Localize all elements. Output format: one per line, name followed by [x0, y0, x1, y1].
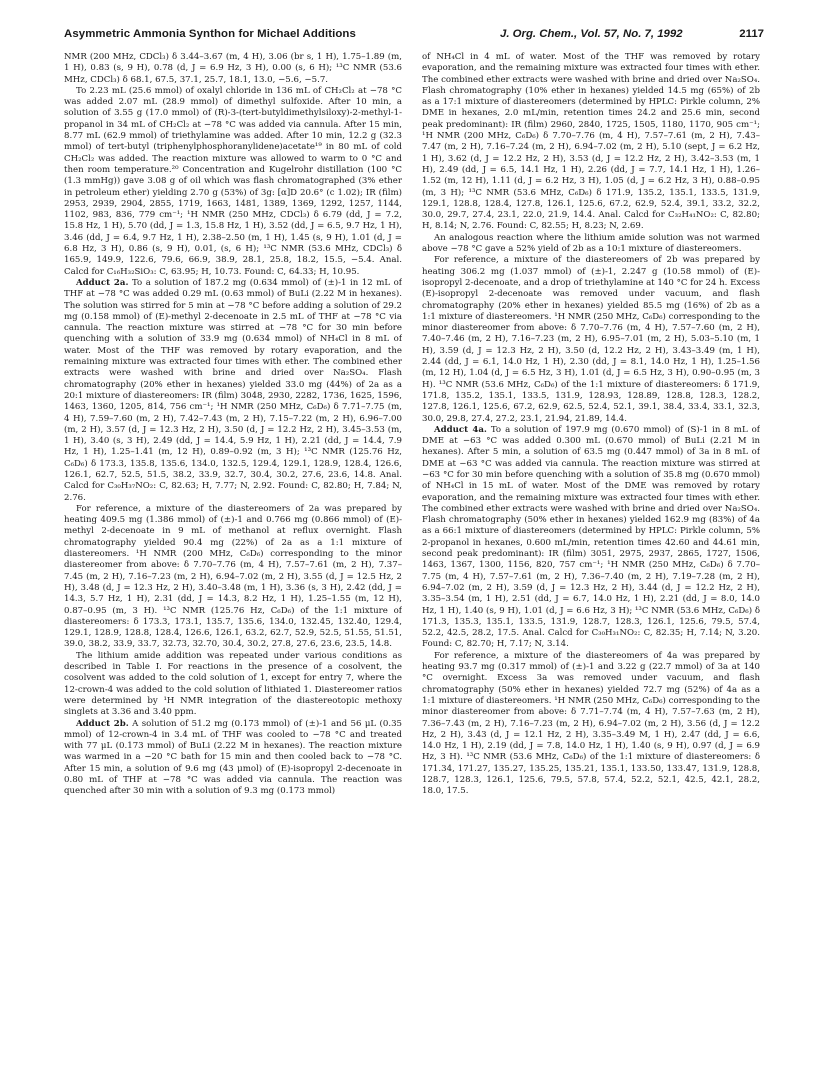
running-title: Asymmetric Ammonia Synthon for Michael Additions — [64, 28, 356, 40]
paragraph: To 2.23 mL (25.6 mmol) of oxalyl chloride in 136 mL of CH₂Cl₂ at −78 °C was added 2.07 mL (28.9 mmol) of dimethyl sulfoxide. After 10 min, a solution of 3.55 g (17.0 mmol) of (R)-3-(tert-butyldimethylsiloxy)-2-methyl-1-propanol in 34 mL of CH₂Cl₂ at −78 °C was added via cannula. After 15 min, 8.77 mL (62.9 mmol) of triethylamine was added. After 10 min, 12.2 g (32.3 mmol) of tert-butyl (triphenylphosphoranylidene)acetate¹⁹ in 80 mL of cold CH₂Cl₂ was added. The reaction mixture was allowed to warm to 0 °C and then room temperature.²⁰ Concentration and Kugelrohr distillation (100 °C (1.3 mmHg)) gave 3.08 g of oil which was flash chromatographed (3% ether in petroleum ether) yielding 2.70 g (53%) of 3g: [α]D 20.6° (c 1.02); IR (film) 2953, 2939, 2904, 2855, 1719, 1663, 1481, 1389, 1369, 1292, 1257, 1144, 1102, 983, 836, 779 cm⁻¹; ¹H NMR (250 MHz, CDCl₃) δ 6.79 (dd, J = 7.2, 15.8 Hz, 1 H), 5.70 (dd, J = 1.3, 15.8 Hz, 1 H), 3.52 (dd, J = 6.5, 9.7 Hz, 1 H), 3.46 (dd, J = 6.4, 9.7 Hz, 1 H), 2.38–2.50 (m, 1 H), 1.45 (s, 9 H), 1.01 (d, J = 6.8 Hz, 3 H), 0.86 (s, 9 H), 0.01, (s, 6 H); ¹³C NMR (53.6 MHz, CDCl₃) δ 165.9, 149.9, 122.6, 79.6, 66.9, 38.9, 28.1, 25.8, 18.2, 15.5, −5.4. Anal. Calcd for C₁₆H₃₂SiO₃: C, 63.95; H, 10.73. Found: C, 64.33; H, 10.95. — [64, 85, 402, 277]
page-header — [64, 28, 764, 44]
paragraph: For reference, a mixture of the diastereomers of 4a was prepared by heating 93.7 mg (0.317 mmol) of (±)-1 and 3.22 g (22.7 mmol) of 3a at 140 °C overnight. Excess 3a was removed under vacuum, and flash chromatography (50% ether in hexanes) yielded 72.7 mg (52%) of 4a as a 1:1 mixture of diastereomers. ¹H NMR (250 MHz, C₆D₆) corresponding to the minor diastereomer from above: δ 7.71–7.74 (m, 4 H), 7.57–7.63 (m, 2 H), 7.36–7.43 (m, 2 H), 7.16–7.23 (m, 2 H), 6.94–7.02 (m, 2 H), 3.56 (d, J = 12.2 Hz, 2 H), 3.43 (d, J = 12.1 Hz, 2 H), 3.35–3.49 M, 1 H), 2.47 (dd, J = 6.6, 14.0 Hz, 1 H), 2.19 (dd, J = 7.8, 14.0 Hz, 1 H), 1.40 (s, 9 H), 0.97 (d, J = 6.9 Hz, 3 H). ¹³C NMR (53.6 MHz, C₆D₆) of the 1:1 mixture of diastereomers: δ 171.34, 171.27, 135.27, 135.25, 135.21, 135.1, 133.50, 133.47, 131.9, 128.8, 128.7, 128.3, 126.1, 125.6, 79.5, 57.8, 57.4, 52.2, 52.1, 42.5, 42.1, 28.2, 18.0, 17.5. — [422, 650, 760, 797]
section-lead: Adduct 2a. — [76, 277, 129, 288]
section-lead: Adduct 4a. — [434, 424, 487, 435]
paragraph: For reference, a mixture of the diastereomers of 2b was prepared by heating 306.2 mg (1.037 mmol) of (±)-1, 2.247 g (10.58 mmol) of (E)-isopropyl 2-decenoate, and a drop of triethylamine at 140 °C for 24 h. Excess (E)-isopropyl 2-decenoate was removed under vacuum, and flash chromatography (20% ether in hexanes) yielded 85.5 mg (16%) of 2b as a 1:1 mixture of diastereomers. ¹H NMR (250 MHz, C₆D₆) corresponding to the minor diastereomer from above: δ 7.70–7.76 (m, 4 H), 7.57–7.60 (m, 2 H), 7.40–7.46 (m, 2 H), 7.16–7.23 (m, 2 H), 6.95–7.01 (m, 2 H), 5.03–5.10 (m, 1 H), 3.59 (d, J = 12.3 Hz, 2 H), 3.50 (d, 12.2 Hz, 2 H), 3.43–3.49 (m, 1 H), 2.44 (dd, J = 6.1, 14.0 Hz, 1 H), 2.30 (dd, J = 8.1, 14.0 Hz, 1 H), 1.25–1.56 (m, 12 H), 1.04 (d, J = 6.5 Hz, 3 H), 1.01 (d, J = 6.5 Hz, 3 H), 0.90–0.95 (m, 3 H). ¹³C NMR (53.6 MHz, C₆D₆) of the 1:1 mixture of diastereomers: δ 171.9, 171.8, 135.2, 135.1, 133.5, 131.9, 128.93, 128.89, 128.8, 128.3, 128.2, 127.8, 126.1, 125.6, 67.2, 62.9, 62.5, 52.4, 52.1, 39.1, 38.4, 33.4, 33.1, 32.3, 30.0, 29.8, 27.4, 27.2, 23.1, 21.94, 21.89, 14.4. — [422, 255, 760, 424]
paragraph: of NH₄Cl in 4 mL of water. Most of the THF was removed by rotary evaporation, and the remaining mixture was extracted four times with ether. The combined ether extracts were washed with brine and dried over Na₂SO₄. Flash chromatography (10% ether in hexanes) yielded 14.5 mg (65%) of 2b as a 17:1 mixture of diastereomers (determined by HPLC: Pirkle column, 2% DME in hexanes, 2.0 mL/min, retention times 24.2 and 25.6 min, second peak predominant): IR (film) 2960, 2840, 1725, 1505, 1180, 1170, 905 cm⁻¹; ¹H NMR (200 MHz, C₆D₆) δ 7.70–7.76 (m, 4 H), 7.57–7.61 (m, 2 H), 7.43–7.47 (m, 2 H), 7.16–7.24 (m, 2 H), 6.94–7.02 (m, 2 H), 5.10 (sept, J = 6.2 Hz, 1 H), 3.62 (d, J = 12.2 Hz, 2 H), 3.53 (d, J = 12.2 Hz, 2 H), 3.42–3.53 (m, 1 H), 2.49 (dd, J = 6.5, 14.1 Hz, 1 H), 2.26 (dd, J = 7.7, 14.1 Hz, 1 H), 1.26–1.52 (m, 12 H), 1.11 (d, J = 6.2 Hz, 3 H), 1.05 (d, J = 6.2 Hz, 3 H), 0.88–0.95 (m, 3 H); ¹³C NMR (53.6 MHz, C₆D₆) δ 171.9, 135.2, 135.1, 133.5, 131.9, 129.1, 128.8, 128.4, 127.8, 126.1, 125.6, 67.2, 62.9, 52.4, 39.1, 33.2, 32.2, 30.0, 29.7, 27.4, 23.1, 22.0, 21.9, 14.4. Anal. Calcd for C₃₂H₄₁NO₂: C, 82.80; H, 8.14; N, 2.76. Found: C, 82.55; H, 8.23; N, 2.69. — [422, 52, 760, 232]
paragraph: An analogous reaction where the lithium amide solution was not warmed above −78 °C gave a 52% yield of 2b as a 10:1 mixture of diastereomers. — [422, 232, 760, 255]
paragraph: For reference, a mixture of the diastereomers of 2a was prepared by heating 409.5 mg (1.386 mmol) of (±)-1 and 0.766 mg (0.866 mmol) of (E)-methyl 2-decenoate in 9 mL of methanol at reflux overnight. Flash chromatography yielded 90.4 mg (22%) of 2a as a 1:1 mixture of diastereomers. ¹H NMR (200 MHz, C₆D₆) corresponding to the minor diastereomer from above: δ 7.70–7.76 (m, 4 H), 7.57–7.61 (m, 2 H), 7.37–7.45 (m, 2 H), 7.16–7.23 (m, 2 H), 6.94–7.02 (m, 2 H), 3.55 (d, J = 12.5 Hz, 2 H), 3.48 (d, J = 12.3 Hz, 2 H), 3.40–3.48 (m, 1 H), 3.36 (s, 3 H), 2.42 (dd, J = 14.3, 5.7 Hz, 1 H), 2.31 (dd, J = 14.3, 8.2 Hz, 1 H), 1.25–1.55 (m, 12 H), 0.87–0.95 (m, 3 H). ¹³C NMR (125.76 Hz, C₆D₆) of the 1:1 mixture of diastereomers: δ 173.3, 173.1, 135.7, 135.6, 134.0, 132.45, 132.40, 129.4, 129.1, 128.9, 128.8, 128.4, 126.6, 126.1, 63.2, 62.7, 52.9, 52.5, 51.55, 51.51, 39.0, 38.2, 33.9, 33.7, 32.73, 32.70, 30.4, 30.2, 27.8, 27.6, 23.6, 23.5, 14.8. — [64, 503, 402, 650]
right-column — [422, 52, 760, 1052]
left-column — [64, 52, 402, 1052]
paragraph: NMR (200 MHz, CDCl₃) δ 3.44–3.67 (m, 4 H), 3.06 (br s, 1 H), 1.75–1.89 (m, 1 H), 0.83 (s, 9 H), 0.78 (d, J = 6.9 Hz, 3 H), 0.00 (s, 6 H); ¹³C NMR (53.6 MHz, CDCl₃) δ 68.1, 67.5, 37.1, 25.7, 18.1, 13.0, −5.6, −5.7. — [64, 52, 402, 85]
page-number: 2117 — [739, 28, 764, 40]
paragraph: Adduct 2b. A solution of 51.2 mg (0.173 mmol) of (±)-1 and 56 μL (0.35 mmol) of 12-crown-4 in 3.4 mL of THF was cooled to −78 °C and treated with 77 μL (0.173 mmol) of BuLi (2.22 M in hexanes). The reaction mixture was warmed in a −20 °C bath for 15 min and then cooled back to −78 °C. After 15 min, a solution of 9.6 mg (43 μmol) of (E)-isopropyl 2-decenoate in 0.80 mL of THF at −78 °C was added via cannula. The reaction was quenched after 30 min with a solution of 9.3 mg (0.173 mmol) — [64, 718, 402, 797]
journal-citation: J. Org. Chem., Vol. 57, No. 7, 1992 — [500, 28, 683, 40]
paragraph: Adduct 2a. To a solution of 187.2 mg (0.634 mmol) of (±)-1 in 12 mL of THF at −78 °C was added 0.29 mL (0.63 mmol) of BuLi (2.22 M in hexanes). The solution was stirred for 5 min at −78 °C before adding a solution of 29.2 mg (0.158 mmol) of (E)-methyl 2-decenoate in 2.5 mL of THF at −78 °C via cannula. The reaction mixture was stirred at −78 °C for 30 min before quenching with a solution of 33.9 mg (0.634 mmol) of NH₄Cl in 8 mL of water. Most of the THF was removed by rotary evaporation, and the remaining mixture was extracted four times with ether. The combined ether extracts were washed with brine and dried over Na₂SO₄. Flash chromatography (20% ether in hexanes) yielded 33.0 mg (44%) of 2a as a 20:1 mixture of diastereomers: IR (film) 3048, 2930, 2282, 1736, 1625, 1596, 1463, 1360, 1205, 814, 756 cm⁻¹; ¹H NMR (250 MHz, C₆D₆) δ 7.71–7.75 (m, 4 H), 7.59–7.60 (m, 2 H), 7.42–7.43 (m, 2 H), 7.15–7.22 (m, 2 H), 6.96–7.00 (m, 2 H), 3.57 (d, J = 12.3 Hz, 2 H), 3.50 (d, J = 12.2 Hz, 2 H), 3.45–3.53 (m, 1 H), 3.40 (s, 3 H), 2.49 (dd, J = 14.4, 5.9 Hz, 1 H), 2.21 (dd, J = 14.4, 7.9 Hz, 1 H), 1.25–1.41 (m, 12 H), 0.89–0.92 (m, 3 H); ¹³C NMR (125.76 Hz, C₆D₆) δ 173.3, 135.8, 135.6, 134.0, 132.5, 129.4, 129.1, 128.9, 128.4, 126.6, 126.1, 62.7, 52.5, 51.5, 38.2, 33.9, 32.7, 30.4, 30.2, 27.6, 23.6, 14.8. Anal. Calcd for C₃₀H₃₇NO₂: C, 82.63; H, 7.77; N, 2.92. Found: C, 82.80; H, 7.84; N, 2.76. — [64, 277, 402, 503]
paragraph: Adduct 4a. To a solution of 197.9 mg (0.670 mmol) of (S)-1 in 8 mL of DME at −63 °C was added 0.300 mL (0.670 mmol) of BuLi (2.21 M in hexanes). After 5 min, a solution of 63.5 mg (0.447 mmol) of 3a in 8 mL of DME at −63 °C was added via cannula. The reaction mixture was stirred at −63 °C for 30 min before quenching with a solution of 35.8 mg (0.670 mmol) of NH₄Cl in 15 mL of water. Most of the DME was removed by rotary evaporation, and the remaining mixture was extracted four times with ether. The combined ether extracts were washed with brine and dried over Na₂SO₄. Flash chromatography (50% ether in hexanes) yielded 162.9 mg (83%) of 4a as a 66:1 mixture of diastereomers (determined by HPLC: Pirkle column, 5% 2-propanol in hexanes, 0.600 mL/min, retention times 42.60 and 44.61 min, second peak predominant): IR (film) 3051, 2975, 2937, 2865, 1727, 1506, 1463, 1367, 1300, 1156, 820, 757 cm⁻¹; ¹H NMR (250 MHz, C₆D₆) δ 7.70–7.75 (m, 4 H), 7.57–7.61 (m, 2 H), 7.36–7.40 (m, 2 H), 7.19–7.28 (m, 2 H), 6.94–7.02 (m, 2 H), 3.59 (d, J = 12.3 Hz, 2 H), 3.44 (d, J = 12.2 Hz, 2 H), 3.35–3.54 (m, 1 H), 2.51 (dd, J = 6.7, 14.0 Hz, 1 H), 2.21 (dd, J = 8.0, 14.0 Hz, 1 H), 1.40 (s, 9 H), 1.01 (d, J = 6.6 Hz, 3 H); ¹³C NMR (53.6 MHz, C₆D₆) δ 171.3, 135.3, 135.1, 133.5, 131.9, 128.7, 128.3, 126.1, 125.6, 79.5, 57.4, 52.2, 42.5, 28.2, 17.5. Anal. Calcd for C₃₀H₃₁NO₂: C, 82.35; H, 7.14; N, 3.20. Found: C, 82.70; H, 7.17; N, 3.14. — [422, 424, 760, 650]
section-lead: Adduct 2b. — [76, 718, 129, 729]
paragraph: The lithium amide addition was repeated under various conditions as described in Table I. For reactions in the presence of a cosolvent, the cosolvent was added to the cold solution of 1, except for entry 7, where the 12-crown-4 was added to the cold solution of lithiated 1. Diastereomer ratios were determined by ¹H NMR integration of the diastereotopic methoxy singlets at 3.36 and 3.40 ppm. — [64, 650, 402, 718]
